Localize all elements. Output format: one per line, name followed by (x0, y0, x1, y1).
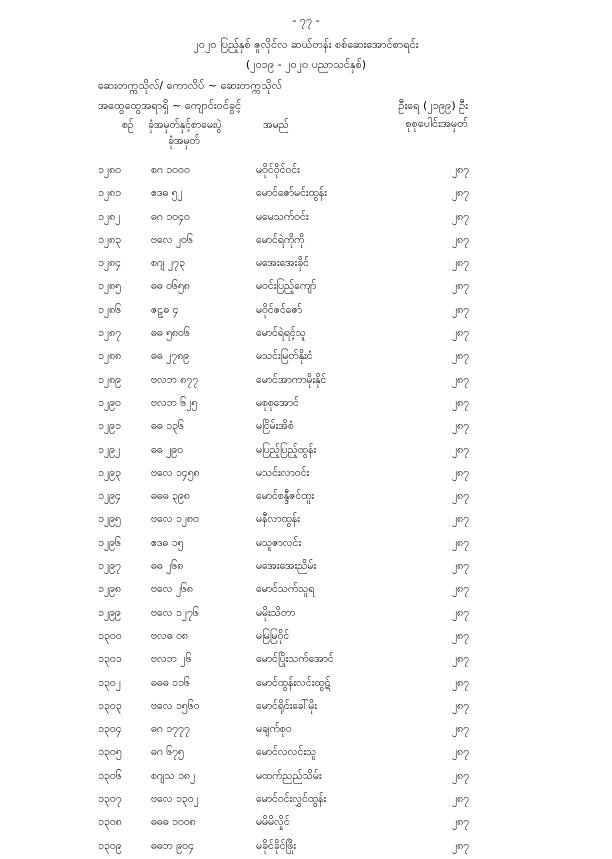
exam-number: ဓဓဘ ၉၀၄ (151, 839, 194, 852)
total-score: ၂၈၇ (452, 327, 470, 340)
serial-number: ၁၃၀၅ (98, 746, 122, 759)
serial-number: ၁၃၀၂ (98, 676, 121, 689)
student-name: မောင်ဝင်းလွှင်ထွန်း (256, 793, 327, 806)
serial-number: ၁၂၉၇ (98, 560, 121, 573)
total-score: ၂၈၇ (452, 280, 470, 293)
student-name: မမေသက်ဝင်း (256, 210, 309, 223)
total-score: ၂၈၇ (452, 490, 470, 503)
student-name: မောင်လလင်းသူ (256, 746, 317, 759)
serial-number: ၁၃၀၁ (98, 653, 122, 666)
student-name: မနီလာထွန်း (256, 513, 300, 526)
total-score: ၂၈၇ (452, 396, 470, 409)
exam-number: ဗလေ ၁၃၀၂ (151, 793, 199, 806)
total-score: ၂၈၇ (452, 583, 470, 596)
serial-number: ၁၃၀၉ (98, 839, 122, 852)
document-title: ၂၀၂၀ ပြည့်နှစ် ဇူလိုင်လ ဆယ်တန်း စစ်ဆေးအောင်စာရင်း (193, 38, 419, 51)
serial-number: ၁၂၈၇ (98, 327, 121, 340)
exam-number: ဓဓ ၂၉၀ (151, 443, 184, 456)
serial-number: ၁၂၉၄ (98, 490, 121, 503)
table-row (0, 486, 612, 509)
exam-number: ဗလဓ ၀၈ (151, 629, 188, 642)
total-score: ၂၈၇ (452, 303, 470, 316)
exam-number-column-header: ခုံအမှတ်နှင့်စာမေးပွဲ (148, 119, 222, 131)
serial-number: ၁၃၀၃ (98, 699, 122, 712)
table-row (0, 673, 612, 696)
table-row (0, 230, 612, 253)
score-column-header: စုစုပေါင်းအမှတ် (405, 117, 468, 130)
student-name: မမြမြဝိုင် (256, 629, 290, 642)
total-score: ၂၈၇ (452, 187, 470, 200)
exam-number: ဗလဘ ၂၆ (151, 653, 192, 666)
serial-number: ၁၂၈၁ (98, 187, 121, 200)
student-name: မဝင်းပြည့်ကျော် (256, 280, 317, 293)
exam-number: ဓဂ ၁၀၄၀ (151, 210, 190, 223)
exam-number: ဗလဘ ၈၇၇ (151, 373, 199, 386)
table-row (0, 346, 612, 369)
table-row (0, 603, 612, 626)
serial-number: ၁၃၀၀ (98, 629, 122, 642)
section-heading: ဆေးတက္ကသိုလ်/ ကောလိပ် ~ ဆေးတက္ကသိုလ် (98, 79, 283, 92)
table-row (0, 183, 612, 206)
serial-number: ၁၂၉၂ (98, 443, 121, 456)
total-score: ၂၈၇ (452, 443, 470, 456)
serial-number: ၁၂၉၈ (98, 583, 121, 596)
serial-number: ၁၃၀၈ (98, 816, 122, 829)
exam-number: ဗလေ ၂၆၈ (151, 583, 193, 596)
serial-number: ၁၂၉၆ (98, 536, 121, 549)
student-name: မအေးအေးညိမ်း (256, 560, 317, 573)
exam-number: ဓဓဓ ၃၉၈ (151, 490, 190, 503)
exam-number: ဓဓဓ ၁၁၆ (151, 676, 190, 689)
serial-number: ၁၂၉၀ (98, 396, 121, 409)
exam-number: ဓဓ ၅၈၀၆ (151, 327, 190, 340)
exam-number: ဓဓ ၁၃၆ (151, 420, 184, 433)
exam-number: ဓဂ ၆၇၅ (151, 746, 184, 759)
table-row (0, 300, 612, 323)
total-score: ၂၈၇ (452, 466, 470, 479)
table-row (0, 742, 612, 765)
serial-number: ၁၂၈၈ (98, 350, 122, 363)
student-name: မောင်အာကာမိုးနိုင် (256, 373, 327, 386)
table-row (0, 416, 612, 439)
total-score: ၂၈၇ (452, 536, 470, 549)
student-name: မောင်ရဲကိုကို (256, 233, 305, 246)
student-name: မောင်ရိုင်းခေါ်မိုး (256, 699, 317, 712)
student-name: မောင်ဇော်မင်းထွန်း (256, 187, 327, 200)
serial-number: ၁၂၈၂ (98, 210, 121, 223)
total-score: ၂၈၇ (452, 373, 470, 386)
exam-number: ဗလေ ၁၄၅၈ (151, 466, 200, 479)
total-score: ၂၈၇ (452, 816, 470, 829)
exam-number: စဂျ ၂၇၃ (151, 257, 185, 270)
total-score: ၂၈၇ (452, 769, 470, 782)
total-score: ၂၈၇ (452, 233, 470, 246)
total-score: ၂၈၇ (452, 560, 470, 573)
student-name: မချက်စုဝ (256, 723, 292, 736)
student-name: မဝိုင်ဝိုင်ဝင်း (256, 164, 300, 176)
serial-number: ၁၃၀၄ (98, 723, 122, 736)
serial-number: ၁၂၉၃ (98, 466, 121, 479)
exam-number: ဓဂ ၁၇၇၇ (151, 723, 190, 736)
student-name: မမိမိလှိုင် (256, 816, 290, 829)
total-score: ၂၈၇ (452, 629, 470, 642)
table-row (0, 649, 612, 672)
table-row (0, 323, 612, 346)
serial-number: ၁၂၉၉ (98, 606, 121, 619)
total-score: ၂၈၇ (452, 164, 470, 176)
exam-number: ဓဓ ၂၇၈၉ (151, 350, 190, 363)
table-row (0, 393, 612, 416)
serial-number: ၁၂၉၁ (98, 420, 121, 433)
student-name: မောင်သက်သူရ (256, 583, 315, 596)
exam-number: ဓဓ ၂၆၈ (151, 560, 184, 573)
student-name: မမိုးသိတာ (256, 606, 296, 619)
table-row (0, 440, 612, 463)
serial-number: ၁၂၈၅ (98, 280, 121, 293)
table-row (0, 556, 612, 579)
table-row (0, 276, 612, 299)
table-row (0, 766, 612, 789)
serial-number: ၁၃၀၆ (98, 769, 122, 782)
exam-number: စဂ ၁၀၀၀ (151, 164, 190, 176)
student-name: မဝိုင်ဇင်ဇော် (256, 303, 303, 316)
table-row (0, 533, 612, 556)
serial-number: ၁၂၈၄ (98, 257, 121, 270)
table-row (0, 579, 612, 602)
serial-column-header: စဉ် (122, 119, 134, 131)
table-row (0, 789, 612, 812)
student-name: မသူဇာလင်း (256, 536, 302, 549)
total-score: ၂၈၇ (452, 606, 470, 619)
student-name: မခိုင်ခိုင်ဖြိုး (256, 839, 296, 852)
exam-number: စဂျသ ၁၈၂ (151, 769, 196, 782)
total-score: ၂၈၇ (452, 420, 470, 433)
student-name: မအေးအေးခိုင် (256, 257, 309, 270)
student-name: မသင်းလာဝင်း (256, 466, 310, 479)
total-score: ၂၈၇ (452, 257, 470, 270)
table-row (0, 719, 612, 742)
serial-number: ၁၃၀၇ (98, 793, 122, 806)
name-column-header: အမည် (263, 119, 289, 131)
results-list (0, 160, 612, 859)
total-score: ၂၈၇ (452, 676, 470, 689)
student-name: မောင်ရဲရင့်သူ (256, 327, 306, 340)
table-row (0, 509, 612, 532)
exam-number: ဗလဘ ၆၂၅ (151, 396, 198, 409)
student-name: မောင်ထွန်းလင်းထွဋ် (256, 676, 331, 689)
student-name: မထက်ညည်သိမ်း (256, 769, 322, 782)
table-row (0, 463, 612, 486)
exam-number: ဧဒဓ ၁၅ (151, 536, 184, 549)
total-score: ၂၈၇ (452, 746, 470, 759)
total-score: ၂၈၇ (452, 350, 470, 363)
total-score: ၂၈၇ (452, 210, 470, 223)
student-name: မောင်ပြိုးသက်အောင် (256, 653, 334, 666)
table-row (0, 370, 612, 393)
exam-number: ဗလေ ၁၂၇၆ (151, 606, 199, 619)
exam-number: ဗလေ ၁၅၆၀ (151, 699, 200, 712)
student-name: မငြိမ်းအိစံ (256, 420, 294, 433)
exam-number: ဗလေ ၂၀၆ (151, 233, 193, 246)
serial-number: ၁၂၈၀ (98, 164, 121, 176)
table-row (0, 696, 612, 719)
exam-number-column-header-line2: ခုံအမှတ် (168, 135, 200, 147)
exam-number: ဧဒဓ ၅၂ (151, 187, 183, 200)
page-number: - ၇၇ - (292, 14, 320, 27)
exam-number: ဓဓဓ ၁၀၀၈ (151, 816, 196, 829)
exam-number: ဗလေ ၁၂၈၀ (151, 513, 199, 526)
exam-number: ဇဠဓ ၄ (151, 303, 179, 316)
total-count: ဦးရေ (၂၁၉၉) ဦး (398, 99, 468, 112)
table-row (0, 207, 612, 230)
exam-number: ဓဓ ၀၆၅၈ (151, 280, 190, 293)
student-name: မောင်စန္ဒီဇင်ထူး (256, 490, 315, 503)
table-row (0, 253, 612, 276)
total-score: ၂၈၇ (452, 699, 470, 712)
total-score: ၂၈၇ (452, 513, 470, 526)
student-name: မသင်းမြတ်နိုးငံ (256, 350, 313, 363)
table-row (0, 812, 612, 835)
serial-number: ၁၂၈၉ (98, 373, 121, 386)
student-name: မစုစုအောင် (256, 396, 299, 409)
serial-number: ၁၂၉၅ (98, 513, 121, 526)
table-row (0, 836, 612, 859)
category-heading: အထွေထွေအရာရှိ ~ ကျောင်းဝင်ခွင့် (98, 99, 242, 112)
total-score: ၂၈၇ (452, 839, 470, 852)
total-score: ၂၈၇ (452, 723, 470, 736)
serial-number: ၁၂၈၃ (98, 233, 121, 246)
document-subtitle: (၂၀၁၉ - ၂၀၂၀ ပညာသင်နှစ်) (245, 58, 367, 71)
table-row (0, 160, 612, 183)
serial-number: ၁၂၈၆ (98, 303, 121, 316)
total-score: ၂၈၇ (452, 793, 470, 806)
student-name: မပြည့်ပြည့်ထွန်း (256, 443, 317, 456)
total-score: ၂၈၇ (452, 653, 470, 666)
table-row (0, 626, 612, 649)
